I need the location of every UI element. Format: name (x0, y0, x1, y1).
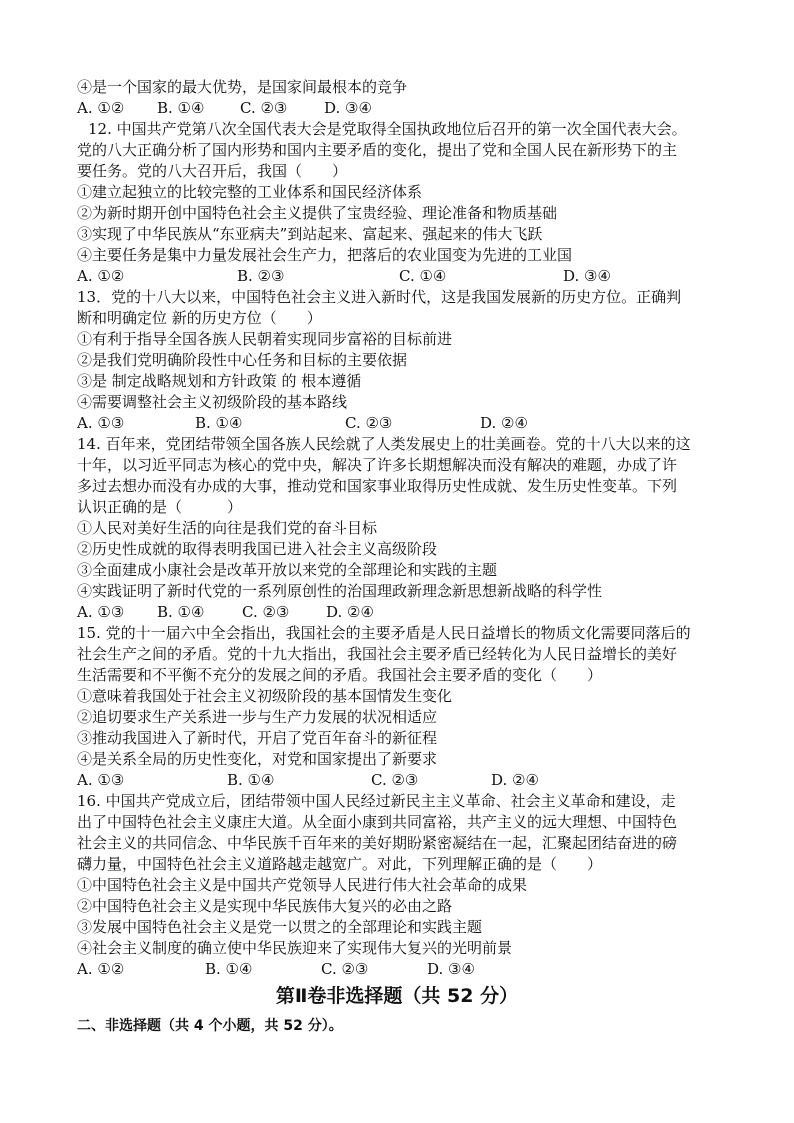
q15-stem-line-2: 社会生产之间的矛盾。党的十九大指出，我国社会主要矛盾已经转化为人民日益增长的美好 (77, 645, 678, 663)
q14-item-1: ①人民对美好生活的向往是我们党的奋斗目标 (77, 519, 378, 537)
q15-stem-line-1: 15. 党的十一届六中全会指出，我国社会的主要矛盾是人民日益增长的物质文化需要同落后的 (77, 624, 691, 642)
q11-option-b: B. ①④ (157, 99, 205, 117)
q15-stem-line-3: 生活需要和不平衡不充分的发展之间的矛盾。我国社会主要矛盾的变化（ ） (77, 666, 603, 684)
q12-item-4: ④主要任务是集中力量发展社会生产力，把落后的农业国变为先进的工业国 (77, 246, 573, 264)
q14-stem-line-2: 十年，以习近平同志为核心的党中央，解决了许多长期想解决而没有解决的难题，办成了许 (77, 456, 678, 474)
q16-item-1: ①中国特色社会主义是中国共产党领导人民进行伟大社会革命的成果 (77, 876, 528, 894)
q14-item-4: ④实践证明了新时代党的一系列原创性的治国理政新理念新思想新战略的科学性 (77, 582, 603, 600)
q12-stem-line-1: 12. 中国共产党第八次全国代表大会是党取得全国执政地位后召开的第一次全国代表大会。 (88, 120, 687, 138)
q12-option-d: D. ③④ (563, 267, 611, 285)
section-2-subtitle: 二、非选择题（共 4 个小题，共 52 分）。 (77, 1018, 343, 1034)
q12-stem-line-3: 要任务。党的八大召开后，我国（ ） (77, 162, 348, 180)
q11-options (77, 98, 737, 118)
q16-stem-line-2: 出了中国特色社会主义康庄大道。从全面小康到共同富裕，共产主义的远大理想、中国特色 (77, 813, 678, 831)
q15-option-b: B. ①④ (227, 771, 275, 789)
q15-option-d: D. ②④ (491, 771, 539, 789)
q13-options (77, 413, 737, 433)
q13-stem-line-2: 断和明确定位 新的历史方位（ ） (77, 309, 322, 327)
q12-options (77, 266, 737, 286)
q14-stem-line-4: 认识正确的是（ ） (77, 498, 243, 516)
q13-item-2: ②是我们党明确阶段性中心任务和目标的主要依据 (77, 351, 408, 369)
q13-option-d: D. ②④ (480, 414, 528, 432)
q12-option-b: B. ②③ (237, 267, 285, 285)
q15-item-1: ①意味着我国处于社会主义初级阶段的基本国情发生变化 (77, 687, 453, 705)
q16-options (77, 959, 737, 979)
q12-stem-line-2: 党的八大正确分析了国内形势和国内主要矛盾的变化，提出了党和全国人民在新形势下的主 (77, 141, 678, 159)
q11-option-a: A. ①② (77, 99, 125, 117)
q15-item-4: ④是关系全局的历史性变化，对党和国家提出了新要求 (77, 750, 438, 768)
q15-item-2: ②追切要求生产关系进一步与生产力发展的状况相适应 (77, 708, 438, 726)
q15-option-a: A. ①③ (77, 771, 125, 789)
q14-option-c: C. ②③ (242, 603, 290, 621)
q11-option-d: D. ③④ (324, 99, 372, 117)
q15-item-3: ③推动我国进入了新时代，开启了党百年奋斗的新征程 (77, 729, 438, 747)
q16-option-c: C. ②③ (321, 960, 369, 978)
q16-stem-line-3: 社会主义的共同信念、中华民族千百年来的美好期盼紧密凝结在一起，汇聚起团结奋进的磅 (77, 834, 678, 852)
q13-item-3: ③是 制定战略规划和方针政策 的 根本遵循 (77, 372, 362, 390)
q14-options (77, 602, 737, 622)
q16-item-2: ②中国特色社会主义是实现中华民族伟大复兴的必由之路 (77, 897, 453, 915)
q12-item-3: ③实现了中华民族从“东亚病夫”到站起来、富起来、强起来的伟大飞跃 (77, 225, 543, 243)
q15-options (77, 770, 737, 790)
q16-item-3: ③发展中国特色社会主义是党一以贯之的全部理论和实践主题 (77, 918, 483, 936)
q13-item-1: ①有利于指导全国各族人民朝着实现同步富裕的目标前进 (77, 330, 453, 348)
q11-item-4: ④是一个国家的最大优势，是国家间最根本的竞争 (77, 78, 408, 96)
q15-option-c: C. ②③ (371, 771, 419, 789)
q16-stem-line-4: 礴力量，中国特色社会主义道路越走越宽广。对此，下列理解正确的是（ ） (77, 855, 603, 873)
q12-item-1: ①建立起独立的比较完整的工业体系和国民经济体系 (77, 183, 423, 201)
q14-option-d: D. ②④ (326, 603, 374, 621)
q14-stem-line-3: 多过去想办而没有办成的大事，推动党和国家事业取得历史性成就、发生历史性变革。下列 (77, 477, 678, 495)
q13-item-4: ④需要调整社会主义初级阶段的基本路线 (77, 393, 348, 411)
q13-option-c: C. ②③ (345, 414, 393, 432)
q14-option-a: A. ①③ (77, 603, 125, 621)
q12-option-a: A. ①② (77, 267, 125, 285)
q13-stem-line-1: 13．党的十八大以来，中国特色社会主义进入新时代，这是我国发展新的历史方位。正确判 (77, 288, 682, 306)
q12-option-c: C. ①④ (399, 267, 447, 285)
q13-option-b: B. ①④ (195, 414, 243, 432)
q16-option-d: D. ③④ (427, 960, 475, 978)
q16-item-4: ④社会主义制度的确立使中华民族迎来了实现伟大复兴的光明前景 (77, 939, 513, 957)
q14-item-2: ②历史性成就的取得表明我国已进入社会主义高级阶段 (77, 540, 438, 558)
q12-item-2: ②为新时期开创中国特色社会主义提供了宝贵经验、理论准备和物质基础 (77, 204, 558, 222)
q13-option-a: A. ①③ (77, 414, 125, 432)
section-2-title: 第Ⅱ卷非选择题（共 52 分） (275, 985, 519, 1007)
q11-option-c: C. ②③ (240, 99, 288, 117)
q16-stem-line-1: 16. 中国共产党成立后，团结带领中国人民经过新民主主义革命、社会主义革命和建设，走 (77, 792, 676, 810)
q16-option-b: B. ①④ (205, 960, 253, 978)
q16-option-a: A. ①② (77, 960, 125, 978)
q14-option-b: B. ①④ (157, 603, 205, 621)
q14-item-3: ③全面建成小康社会是改革开放以来党的全部理论和实践的主题 (77, 561, 498, 579)
q14-stem-line-1: 14. 百年来，党团结带领全国各族人民绘就了人类发展史上的壮美画卷。党的十八大以来的这 (77, 435, 691, 453)
